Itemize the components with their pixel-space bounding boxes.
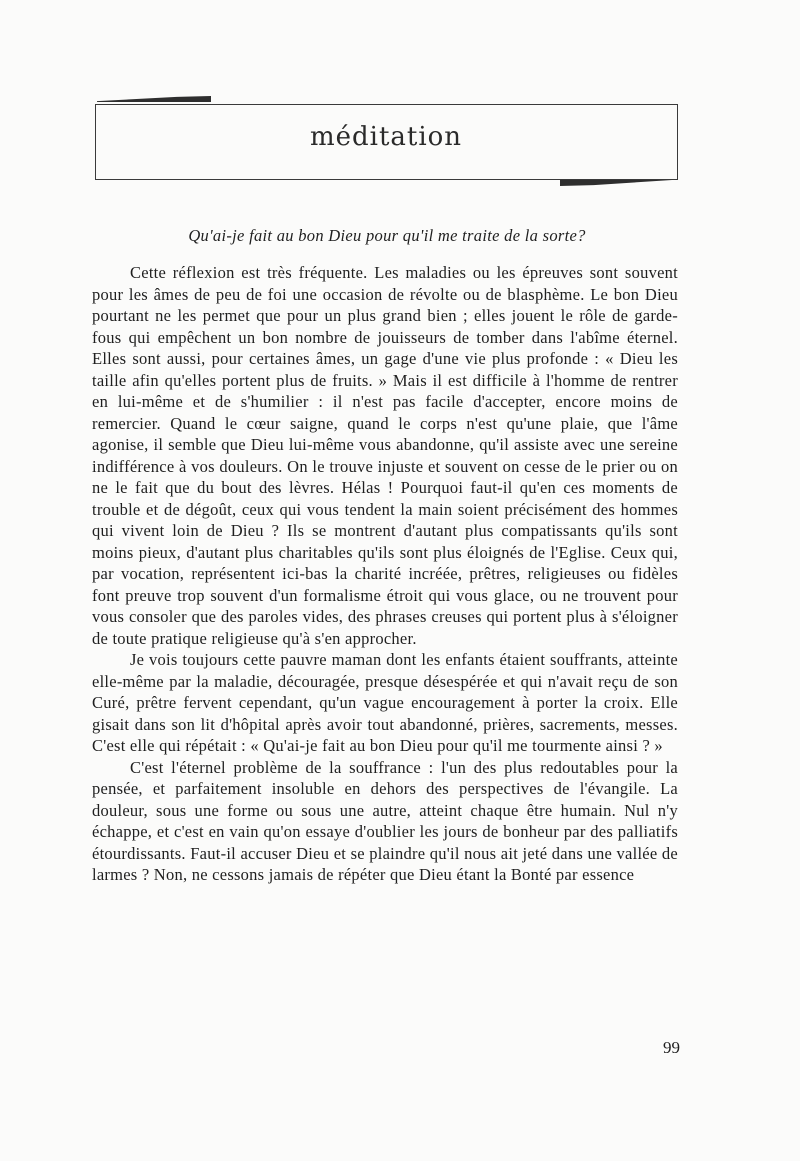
- decorative-swash-bottom: [560, 180, 672, 186]
- paragraph-3: C'est l'éternel problème de la souffrance : l'un des plus redoutables pour la pensée, et parfaitement insoluble en dehors des perspectives de l'évangile. La douleur, sous une forme ou sous une autre, atteint chaque être humain. Nul n'y échappe, et c'est en vain qu'on essaye d'oublier les jours de bonheur par des palliatifs étourdissants. Faut-il accuser Dieu et se plaindre qu'il nous ait jeté dans une vallée de larmes ? Non, ne cessons jamais de répéter que Dieu étant la Bonté par essence: [92, 757, 678, 884]
- body-text: [92, 262, 678, 886]
- paragraph-1: Cette réflexion est très fréquente. Les maladies ou les épreuves sont souvent pour les âmes de peu de foi une occasion de révolte ou de blasphème. Le bon Dieu pourtant ne les permet que pour un plus grand bien ; elles jouent le rôle de garde-fous qui empêchent un bon nombre de jouisseurs de tomber dans l'abîme éternel. Elles sont aussi, pour certaines âmes, un gage d'une vie plus profonde : « Dieu les taille afin qu'elles portent plus de fruits. » Mais il est difficile à l'homme de rentrer en lui-même et de s'humilier : il n'est pas facile d'accepter, encore moins de remercier. Quand le cœur saigne, quand le corps n'est qu'une plaie, que l'âme agonise, il semble que Dieu lui-même vous abandonne, qu'il assiste avec une sereine indifférence à vos douleurs. On le trouve injuste et souvent on cesse de le prier ou on ne le fait que du bout des lèvres. Hélas ! Pourquoi faut-il qu'en ces moments de trouble et de dégoût, ceux qui vous tendent la main soient précisément des hommes qui vivent loin de Dieu ? Ils se montrent d'autant plus compatissants qu'ils sont moins pieux, d'autant plus charitables qu'ils sont plus éloignés de l'Eglise. Ceux qui, par vocation, représentent ici-bas la charité incréée, prêtres, religieuses ou fidèles font preuve trop souvent d'un formalisme étroit qui vous glace, ou ne trouvent pour vous consoler que des paroles vides, des phrases creuses qui portent plus à s'éloigner de toute pratique religieuse qu'à s'en approcher.: [92, 263, 678, 648]
- page-number: 99: [663, 1038, 680, 1057]
- header-rule-bottom: [95, 179, 677, 180]
- section-title: méditation: [309, 122, 463, 152]
- lead-question: Qu'ai-je fait au bon Dieu pour qu'il me traite de la sorte?: [188, 226, 586, 245]
- paragraph-2: Je vois toujours cette pauvre maman dont les enfants étaient souffrants, atteinte elle-même par la maladie, découragée, presque désespérée et qui n'avait reçu de son Curé, prêtre fervent cependant, qu'un vague encouragement à porter la croix. Elle gisait dans son lit d'hôpital après avoir tout abandonné, prières, sacrements, messes. C'est elle qui répétait : « Qu'ai-je fait au bon Dieu pour qu'il me tourmente ainsi ? »: [92, 650, 678, 755]
- decorative-swash-top: [97, 96, 211, 102]
